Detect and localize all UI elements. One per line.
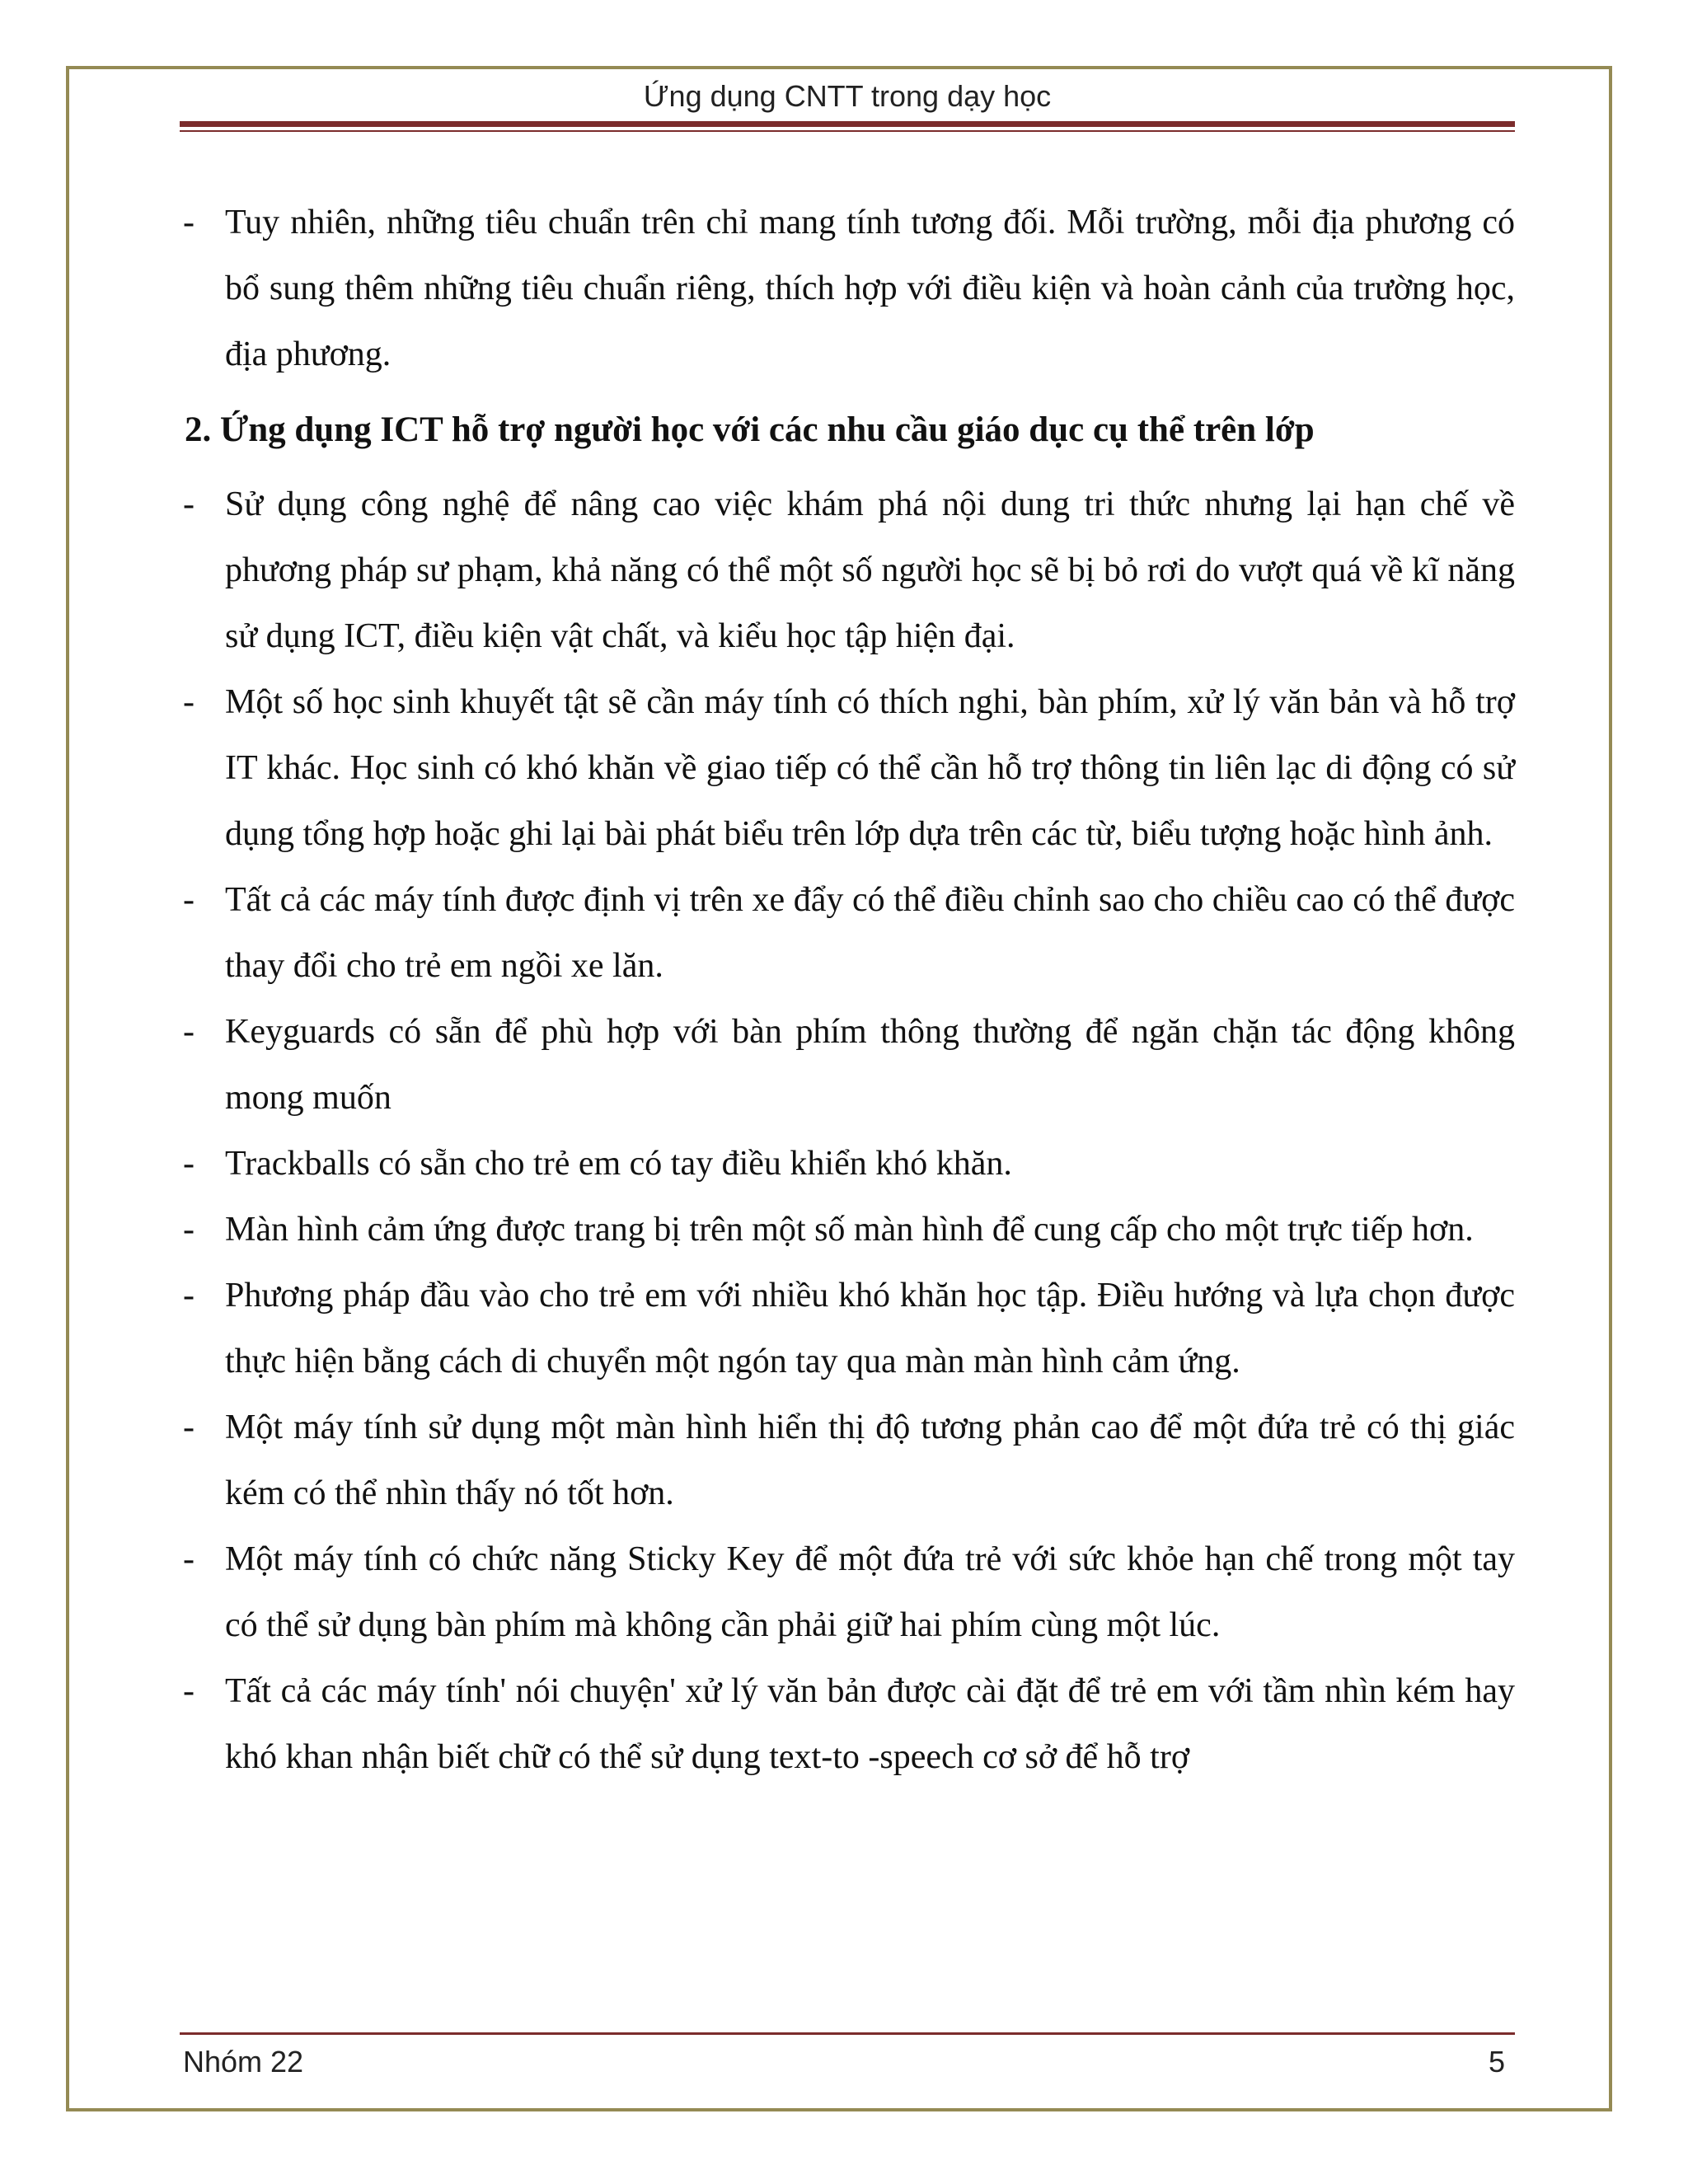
page-content (180, 190, 1515, 1790)
header-title: Ứng dụng CNTT trong dạy học (643, 79, 1052, 113)
header-rule-thin (180, 130, 1515, 132)
bullet-item (180, 669, 1515, 867)
bullet-dash: - (183, 1672, 195, 1710)
bullet-item (180, 867, 1515, 999)
page-number: 5 (1488, 2045, 1505, 2079)
section-heading: 2. Ứng dụng ICT hỗ trợ người học với các nhu cầu giáo dục cụ thể trên lớp (185, 410, 1315, 449)
bullet-item (180, 1526, 1515, 1658)
bullet-text: Trackballs có sẵn cho trẻ em có tay điều khiển khó khăn. (225, 1145, 1012, 1183)
bullet-text: Tất cả các máy tính' nói chuyện' xử lý văn bản được cài đặt để trẻ em với tầm nhìn kém hay khó khan nhận biết chữ có thể sử dụng text-to -speech cơ sở để hỗ trợ (225, 1672, 1515, 1776)
bullet-dash: - (183, 1540, 195, 1578)
bullet-dash: - (183, 683, 195, 721)
bullet-text: Phương pháp đầu vào cho trẻ em với nhiều khó khăn học tập. Điều hướng và lựa chọn được thực hiện bằng cách di chuyển một ngón tay qua màn màn hình cảm ứng. (225, 1277, 1515, 1380)
bullet-item (180, 1658, 1515, 1790)
bullet-text: Tất cả các máy tính được định vị trên xe đẩy có thể điều chỉnh sao cho chiều cao có thể được thay đổi cho trẻ em ngồi xe lăn. (225, 881, 1515, 985)
bullet-dash: - (183, 1013, 195, 1051)
footer-group-label: Nhóm 22 (183, 2045, 304, 2079)
intro-bullet (180, 190, 1515, 387)
bullet-text: Một máy tính sử dụng một màn hình hiển thị độ tương phản cao để một đứa trẻ có thị giác kém có thể nhìn thấy nó tốt hơn. (225, 1408, 1515, 1512)
bullet-dash: - (183, 881, 195, 919)
footer-rule (180, 2032, 1515, 2035)
bullet-item (180, 1394, 1515, 1526)
bullet-dash: - (183, 1277, 195, 1315)
bullet-dash: - (183, 1211, 195, 1249)
bullet-text: Một số học sinh khuyết tật sẽ cần máy tính có thích nghi, bàn phím, xử lý văn bản và hỗ trợ IT khác. Học sinh có khó khăn về giao tiếp có thể cần hỗ trợ thông tin liên lạc di động có sử dụng tổng hợp hoặc ghi lại bài phát biểu trên lớp dựa trên các từ, biểu tượng hoặc hình ảnh. (225, 683, 1515, 853)
bullet-text: Sử dụng công nghệ để nâng cao việc khám phá nội dung tri thức nhưng lại hạn chế về phương pháp sư phạm, khả năng có thể một số người học sẽ bị bỏ rơi do vượt quá về kĩ năng sử dụng ICT, điều kiện vật chất, và kiểu học tập hiện đại. (225, 485, 1515, 655)
bullet-text: Màn hình cảm ứng được trang bị trên một số màn hình để cung cấp cho một trực tiếp hơn. (225, 1211, 1474, 1249)
bullet-item (180, 471, 1515, 669)
bullet-dash: - (183, 1145, 195, 1183)
bullet-item (180, 1197, 1515, 1263)
bullet-text: Một máy tính có chức năng Sticky Key để một đứa trẻ với sức khỏe hạn chế trong một tay có thể sử dụng bàn phím mà không cần phải giữ hai phím cùng một lúc. (225, 1540, 1515, 1644)
bullet-dash: - (183, 1408, 195, 1446)
header-rule (180, 121, 1515, 127)
bullet-text: Tuy nhiên, những tiêu chuẩn trên chỉ mang tính tương đối. Mỗi trường, mỗi địa phương có bổ sung thêm những tiêu chuẩn riêng, thích hợp với điều kiện và hoàn cảnh của trường học, địa phương. (225, 204, 1515, 373)
bullet-item (180, 1263, 1515, 1394)
bullet-text: Keyguards có sẵn để phù hợp với bàn phím thông thường để ngăn chặn tác động không mong muốn (225, 1013, 1515, 1117)
bullet-dash: - (183, 204, 195, 241)
bullet-item (180, 999, 1515, 1131)
bullet-item (180, 1131, 1515, 1197)
bullet-dash: - (183, 485, 195, 523)
